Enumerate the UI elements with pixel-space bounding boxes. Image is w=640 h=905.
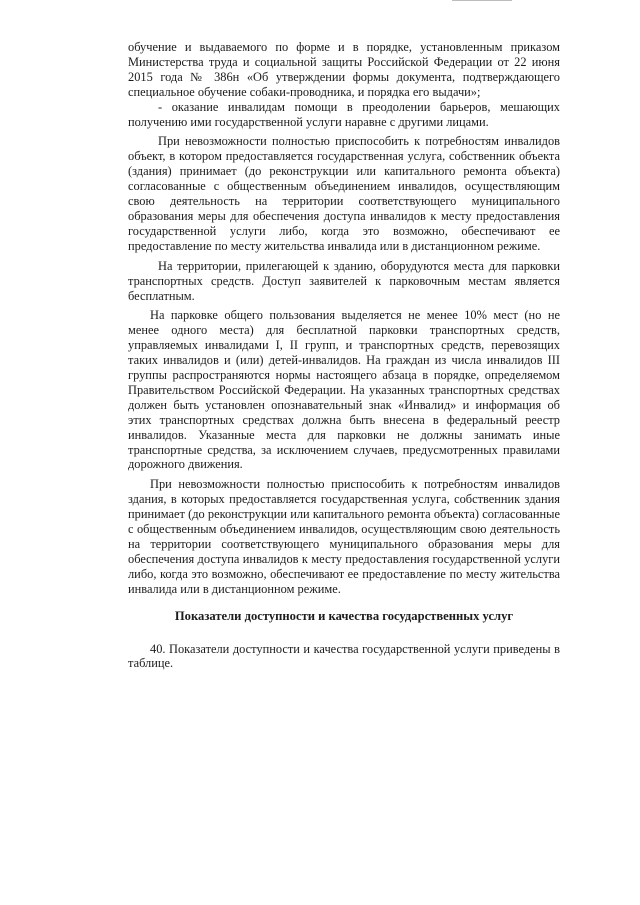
list-item-assistance: - оказание инвалидам помощи в преодолении барьеров, мешающих получению ими государственной услуги наравне с другими лицами. xyxy=(128,99,560,129)
paragraph-object-adaptation: При невозможности полностью приспособить к потребностям инвалидов объект, в котором предоставляется государственная услуга, собственник объекта (здания) принимает (до реконструкции или капитального ремонта объекта) согласованные с общественным объединением инвалидов, осуществляющим свою деятельность на территории соответствующего муниципального образования меры для обеспечения доступа инвалидов к месту предоставления государственной услуги либо, когда это возможно, обеспечивают ее предоставление по месту жительства инвалида или в дистанционном режиме. xyxy=(128,134,560,253)
paragraph-parking-rules: На парковке общего пользования выделяется не менее 10% мест (но не менее одного места) для бесплатной парковки транспортных средств, управляемых инвалидами I, II групп, и транспортных средств, перевозящих таких инвалидов и (или) детей-инвалидов. На граждан из числа инвалидов III группы распространяются нормы настоящего абзаца в порядке, определяемом Правительством Российской Федерации. На указанных транспортных средствах должен быть установлен опознавательный знак «Инвалид» и информация об этих транспортных средствах должна быть внесена в федеральный реестр инвалидов. Указанные места для парковки не должны занимать иные транспортные средства, за исключением случаев, предусмотренных правилами дорожного движения. xyxy=(128,308,560,472)
document-body xyxy=(128,40,560,671)
paragraph-item-40: 40. Показатели доступности и качества государственной услуги приведены в таблице. xyxy=(128,641,560,671)
paragraph-continuation: обучение и выдаваемого по форме и в порядке, установленным приказом Министерства труда и социальной защиты Российской Федерации от 22 июня 2015 года № 386н «Об утверждении формы документа, подтверждающего специальное обучение собаки-проводника, и порядка его выдачи»; xyxy=(128,40,560,99)
section-heading: Показатели доступности и качества государственных услуг xyxy=(174,608,514,623)
paragraph-building-adaptation: При невозможности полностью приспособить к потребностям инвалидов здания, в которых предоставляется государственная услуга, собственник здания принимает (до реконструкции или капитального ремонта объекта) согласованные с общественным объединением инвалидов, осуществляющим свою деятельность на территории соответствующего муниципального образования меры для обеспечения доступа инвалидов к месту предоставления государственной услуги либо, когда это возможно, обеспечивают ее предоставление по месту жительства инвалида или в дистанционном режиме. xyxy=(128,477,560,596)
top-rule xyxy=(452,0,512,1)
paragraph-parking-territory: На территории, прилегающей к зданию, оборудуются места для парковки транспортных средств. Доступ заявителей к парковочным местам является бесплатным. xyxy=(128,258,560,303)
